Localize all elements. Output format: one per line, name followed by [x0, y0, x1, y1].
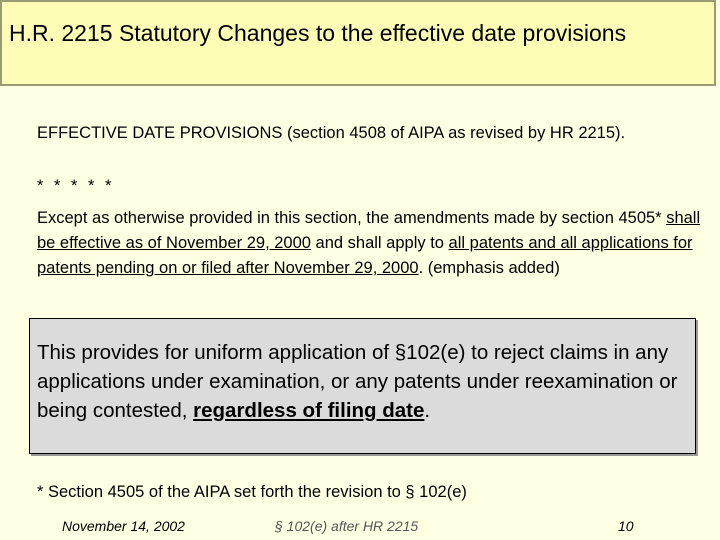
callout-end: .	[424, 399, 431, 422]
callout-main: This provides for uniform application of §102(e) to reject claims in any applications under examination, or any patents under reexamination or being contested,	[37, 341, 678, 422]
statute-text-c: . (emphasis added)	[418, 259, 560, 277]
title-box	[0, 0, 716, 86]
callout-box	[29, 318, 696, 454]
omission-asterisks: * * * * *	[37, 177, 115, 195]
footnote: * Section 4505 of the AIPA set forth the revision to § 102(e)	[37, 483, 467, 501]
effective-date-heading: EFFECTIVE DATE PROVISIONS (section 4508 of AIPA as revised by HR 2215).	[37, 124, 626, 142]
footer-title: § 102(e) after HR 2215	[275, 518, 419, 534]
callout-emphasis: regardless of filing date	[193, 399, 425, 422]
statute-emphasis-1: shall be effective as of November 29, 2000	[37, 209, 701, 252]
slide-title: H.R. 2215 Statutory Changes to the effective date provisions	[9, 20, 627, 46]
callout-text	[37, 338, 697, 425]
footer-date: November 14, 2002	[62, 518, 185, 534]
statute-emphasis-2: all patents and all applications for patents pending on or filed after November 29, 2000	[37, 234, 693, 277]
statute-paragraph	[37, 206, 705, 281]
statute-text-a: Except as otherwise provided in this section, the amendments made by section 4505*	[37, 209, 667, 227]
statute-text-b: and shall apply to	[310, 234, 449, 252]
page-number: 10	[618, 518, 634, 534]
